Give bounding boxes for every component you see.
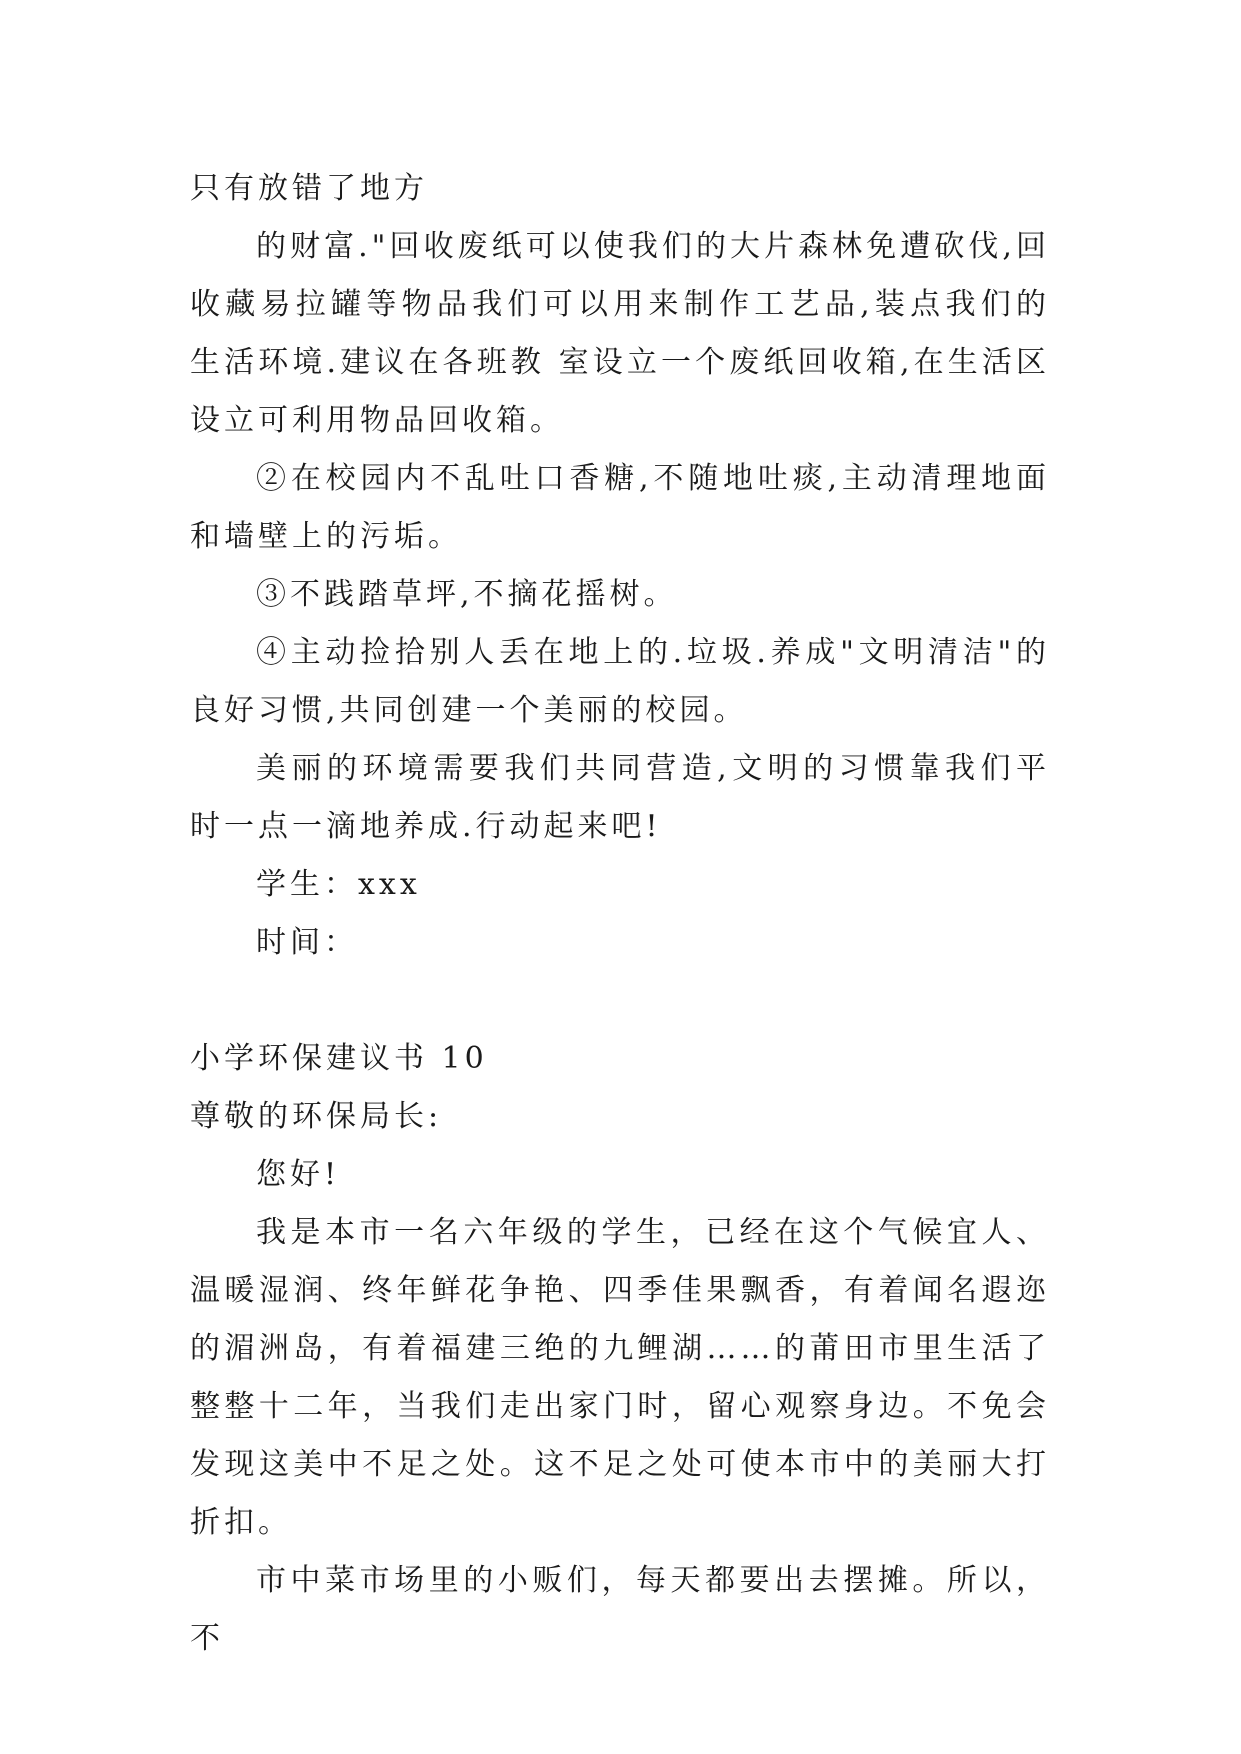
paragraph: ④主动捡拾别人丢在地上的.垃圾.养成"文明清洁"的良好习惯,共同创建一个美丽的校园。 [190, 635, 1050, 728]
paragraph: 市中菜市场里的小贩们，每天都要出去摆摊。所以，不 [190, 1563, 1050, 1656]
student-signature: 学生：xxx [256, 867, 421, 902]
salutation: 尊敬的环保局长: [190, 1099, 443, 1134]
spacer [190, 972, 1050, 1030]
paragraph: 的财富."回收废纸可以使我们的大片森林免遭砍伐,回收藏易拉罐等物品我们可以用来制作工艺品,装点我们的生活环境.建议在各班教 室设立一个废纸回收箱,在生活区设立可利用物品回收箱。 [190, 229, 1050, 438]
time-line: 时间： [256, 925, 358, 960]
paragraph: 美丽的环境需要我们共同营造,文明的习惯靠我们平时一点一滴地养成.行动起来吧! [190, 751, 1050, 844]
section-title: 小学环保建议书 10 [190, 1041, 488, 1076]
text-line: 只有放错了地方 [190, 171, 428, 206]
paragraph: ②在校园内不乱吐口香糖,不随地吐痰,主动清理地面和墙壁上的污垢。 [190, 461, 1050, 554]
document-page [190, 160, 1050, 1668]
paragraph: 我是本市一名六年级的学生，已经在这个气候宜人、温暖湿润、终年鲜花争艳、四季佳果飘香，有着闻名遐迩的湄洲岛，有着福建三绝的九鲤湖……的莆田市里生活了整整十二年，当我们走出家门时，留心观察身边。不免会发现这美中不足之处。这不足之处可使本市中的美丽大打折扣。 [190, 1215, 1050, 1540]
greeting: 您好! [256, 1157, 341, 1192]
paragraph: ③不践踏草坪,不摘花摇树。 [256, 577, 678, 612]
